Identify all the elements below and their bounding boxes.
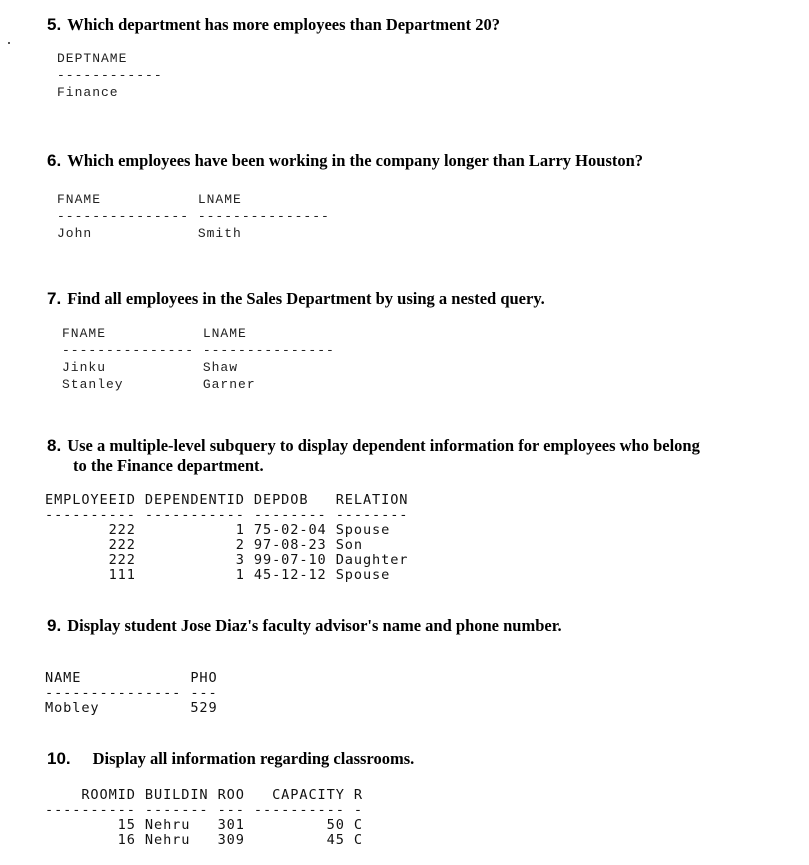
result-table-7 [62,325,335,393]
question-9 [47,616,562,636]
table-header: NAME PHO [45,670,218,686]
question-text-continued: to the Finance department. [73,456,264,475]
question-number: 6. [47,151,62,170]
table-separator: --------------- --- [45,685,218,701]
question-number: 7. [47,289,62,308]
result-table-10 [45,788,363,848]
table-header: DEPTNAME [57,51,128,66]
table-separator: ---------- ----------- -------- -------- [45,507,409,523]
question-number: 10. [47,749,71,768]
result-table-8 [45,493,408,583]
question-6 [47,151,643,171]
table-row: Jinku Shaw [62,360,239,375]
table-row: 16 Nehru 309 45 C [45,832,363,848]
table-row: 222 1 75-02-04 Spouse [45,522,391,538]
table-row: John Smith [57,226,242,241]
question-text: Use a multiple-level subquery to display dependent information for employees who belong [67,436,700,455]
result-table-5 [57,50,163,101]
question-text: Display student Jose Diaz's faculty advisor's name and phone number. [67,616,562,635]
question-5 [47,15,500,35]
question-text: Which employees have been working in the company longer than Larry Houston? [67,151,644,170]
question-7 [47,289,545,309]
table-row: 222 3 99-07-10 Daughter [45,552,409,568]
table-row: Mobley 529 [45,700,218,716]
question-text: Display all information regarding classrooms. [92,749,415,768]
table-row: Finance [57,85,119,100]
table-separator: ---------- ------- --- ---------- - [45,802,363,818]
table-separator: --------------- --------------- [62,343,335,358]
table-row: 222 2 97-08-23 Son [45,537,363,553]
question-10 [47,749,414,769]
table-header: FNAME LNAME [62,326,247,341]
result-table-6 [57,191,330,242]
table-header: EMPLOYEEID DEPENDENTID DEPDOB RELATION [45,492,409,508]
table-header: FNAME LNAME [57,192,242,207]
question-text: Which department has more employees than Department 20? [67,15,500,34]
table-separator: --------------- --------------- [57,209,330,224]
question-number: 8. [47,436,62,455]
table-row: Stanley Garner [62,377,256,392]
table-separator: ------------ [57,68,163,83]
question-number: 9. [47,616,62,635]
table-row: 111 1 45-12-12 Spouse [45,567,391,583]
table-row: 15 Nehru 301 50 C [45,817,363,833]
stray-mark [8,42,10,44]
result-table-9 [45,671,218,716]
question-text: Find all employees in the Sales Department by using a nested query. [67,289,545,308]
table-header: ROOMID BUILDIN ROO CAPACITY R [45,787,363,803]
question-8 [47,436,700,476]
question-number: 5. [47,15,62,34]
